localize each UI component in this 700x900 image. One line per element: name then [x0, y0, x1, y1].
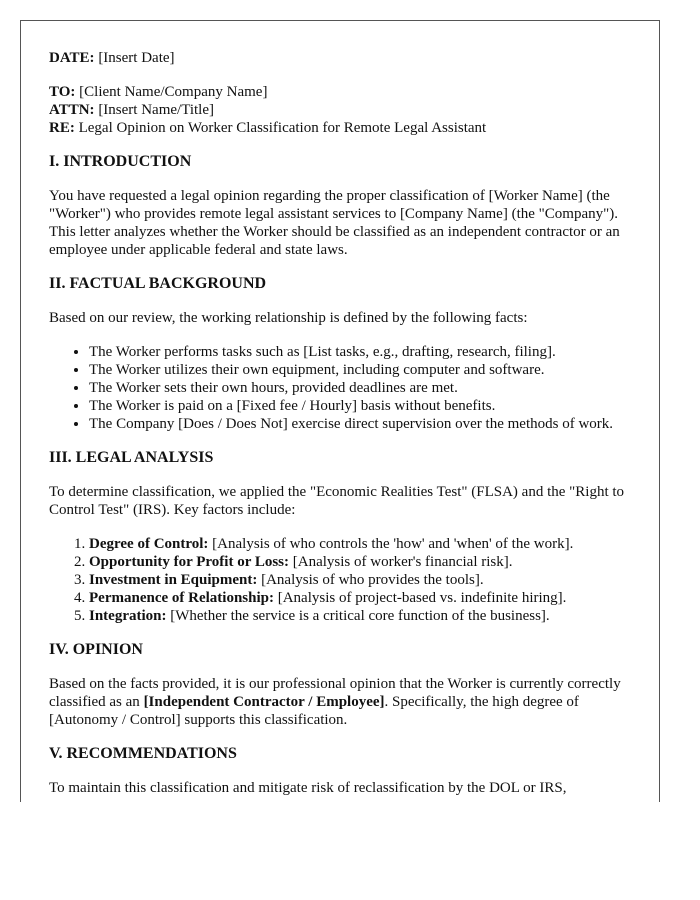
list-item — [89, 535, 629, 553]
factor-text: [Analysis of who controls the 'how' and 'when' of the work]. — [208, 536, 574, 552]
recommendations-heading: V. RECOMMENDATIONS — [49, 745, 237, 762]
list-item — [89, 607, 629, 625]
opinion-text-before: Based on the facts provided, it is our professional opinion that the Worker is currently correctly classified as an — [49, 676, 621, 710]
factor-label: Investment in Equipment: — [89, 572, 258, 588]
to-label: TO: — [49, 84, 76, 100]
background-heading: II. FACTUAL BACKGROUND — [49, 275, 267, 292]
list-item — [89, 589, 629, 607]
intro-paragraph: You have requested a legal opinion regarding the proper classification of [Worker Name] (the "Worker") who provides remote legal assistant services to [Company Name] (the "Company"). This letter analyzes whether the Worker should be classified as an independent contractor or an employee under applicable federal and state laws. — [49, 188, 620, 258]
document-body — [49, 49, 629, 802]
opinion-classification: [Independent Contractor / Employee] — [143, 694, 385, 710]
factor-text: [Analysis of who provides the tools]. — [257, 572, 484, 588]
address-block — [49, 83, 629, 137]
date-line — [49, 49, 629, 67]
attn-line — [49, 101, 629, 119]
list-item: • The Worker sets their own hours, provided deadlines are met. — [89, 379, 629, 397]
factor-text: [Whether the service is a critical core function of the business]. — [166, 608, 550, 624]
date-label: DATE: — [49, 50, 95, 66]
to-value: [Client Name/Company Name] — [79, 84, 268, 100]
to-line — [49, 83, 629, 101]
attn-value: [Insert Name/Title] — [98, 102, 214, 118]
opinion-heading: IV. OPINION — [49, 641, 143, 658]
background-paragraph: Based on our review, the working relationship is defined by the following facts: — [49, 310, 528, 326]
factors-list — [49, 535, 629, 625]
document-page — [20, 20, 660, 802]
list-item — [89, 553, 629, 571]
factor-label: Permanence of Relationship: — [89, 590, 274, 606]
recommendations-paragraph: To maintain this classification and mitigate risk of reclassification by the DOL or IRS, — [49, 780, 567, 796]
re-value: Legal Opinion on Worker Classification for Remote Legal Assistant — [78, 120, 487, 136]
analysis-paragraph: To determine classification, we applied the "Economic Realities Test" (FLSA) and the "Right to Control Test" (IRS). Key factors include: — [49, 484, 625, 518]
list-item: • The Company [Does / Does Not] exercise direct supervision over the methods of work. — [89, 415, 629, 433]
factor-label: Degree of Control: — [89, 536, 209, 552]
list-item: • The Worker performs tasks such as [List tasks, e.g., drafting, research, filing]. — [89, 343, 629, 361]
factor-label: Integration: — [89, 608, 167, 624]
list-item: • The Worker is paid on a [Fixed fee / Hourly] basis without benefits. — [89, 397, 629, 415]
re-line — [49, 119, 629, 137]
attn-label: ATTN: — [49, 102, 95, 118]
list-item: • The Worker utilizes their own equipment, including computer and software. — [89, 361, 629, 379]
opinion-text-after: . Specifically, the high degree of [Autonomy / Control] supports this classification. — [49, 694, 579, 728]
analysis-heading: III. LEGAL ANALYSIS — [49, 449, 214, 466]
factor-text: [Analysis of worker's financial risk]. — [289, 554, 513, 570]
intro-heading: I. INTRODUCTION — [49, 153, 192, 170]
opinion-paragraph — [49, 675, 629, 729]
list-item — [89, 571, 629, 589]
factor-label: Opportunity for Profit or Loss: — [89, 554, 290, 570]
factor-text: [Analysis of project-based vs. indefinite hiring]. — [273, 590, 567, 606]
facts-list — [49, 343, 629, 433]
date-value: [Insert Date] — [98, 50, 175, 66]
re-label: RE: — [49, 120, 75, 136]
date-block — [49, 49, 629, 67]
